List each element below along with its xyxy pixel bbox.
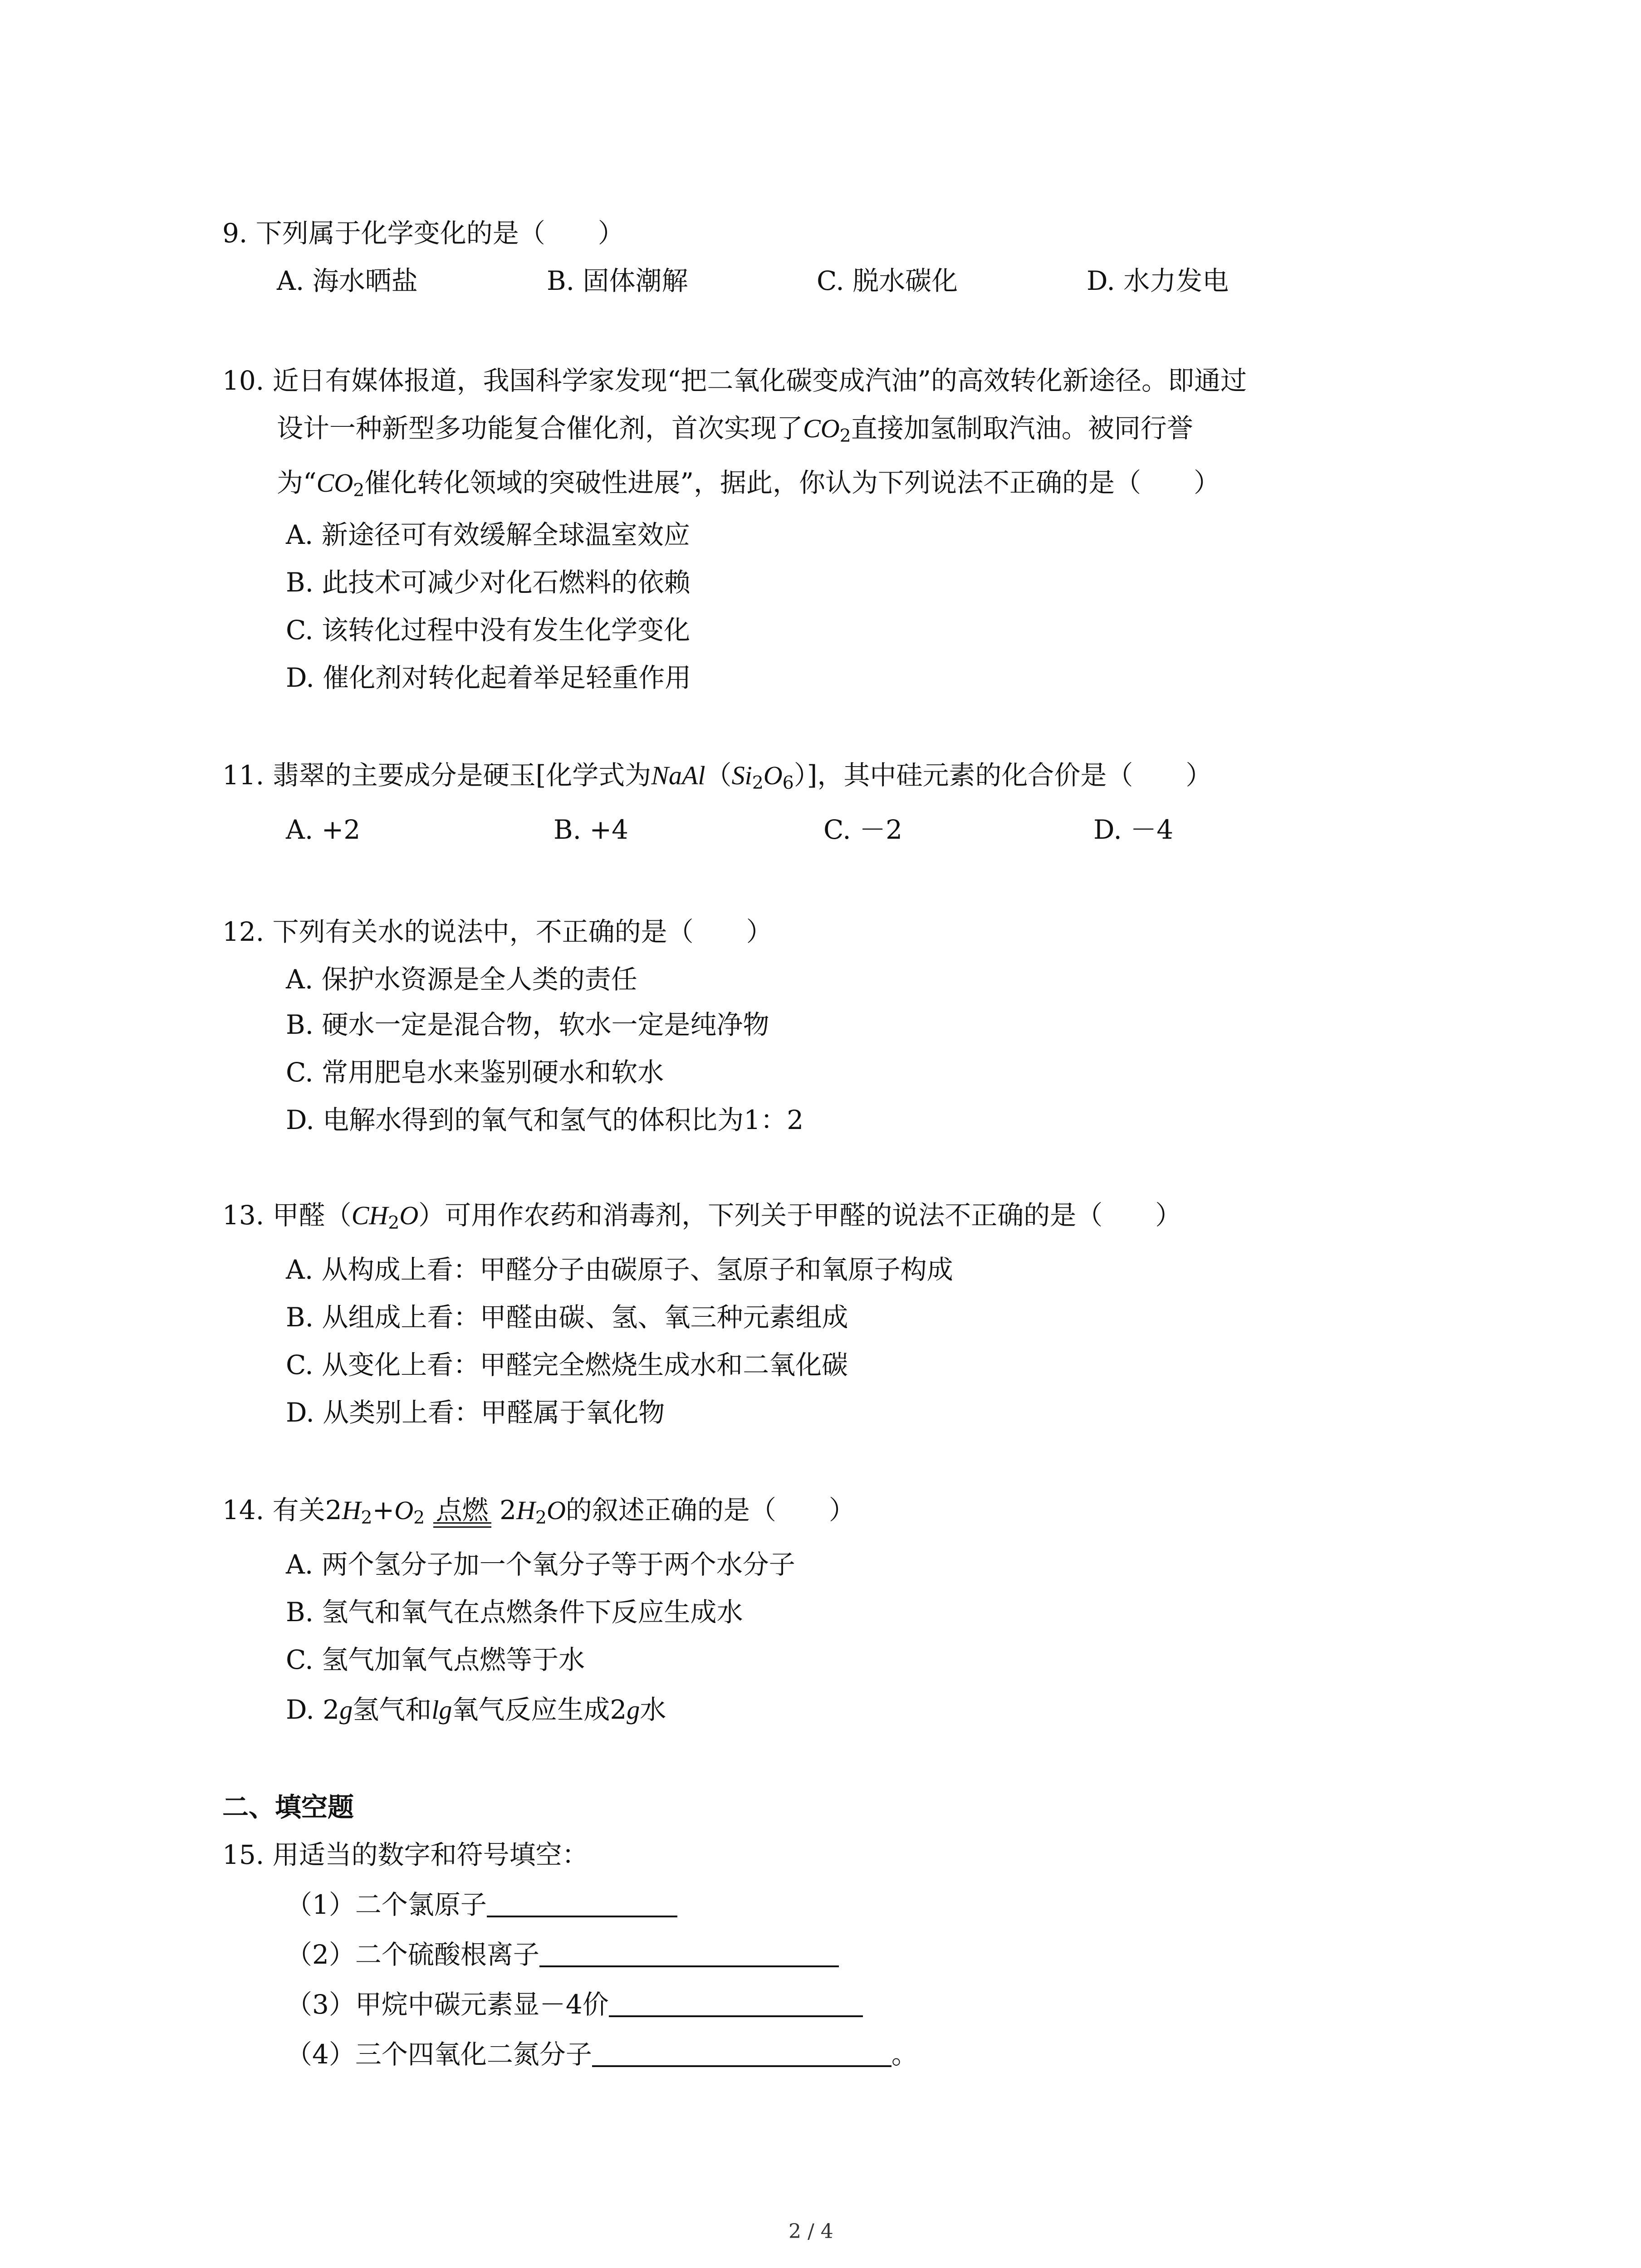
q10-line3-sub: 2 <box>353 479 365 501</box>
q14-plus: + <box>372 1495 395 1525</box>
q11-option-c: C. －2 <box>823 814 903 845</box>
q14-optd-lg: lg <box>431 1695 452 1725</box>
q11-option-b: B. +4 <box>554 814 628 845</box>
q14-coef1: 2 <box>325 1495 342 1525</box>
q13-option-b: B. 从组成上看：甲醛由碳、氢、氧三种元素组成 <box>286 1302 848 1333</box>
q12-option-b: B. 硬水一定是混合物，软水一定是纯净物 <box>286 1009 769 1040</box>
q15-item-2 <box>286 1941 839 1968</box>
q14-optd-text-d: 水 <box>640 1694 666 1725</box>
q13-stem <box>222 1200 1182 1233</box>
q15-item-3-label: （3）甲烷中碳元素显－4价 <box>286 1989 609 2020</box>
q10-option-c: C. 该转化过程中没有发生化学变化 <box>286 615 691 645</box>
section-title-fill-in: 二、填空题 <box>222 1792 354 1823</box>
q11-stem <box>222 760 1212 793</box>
q15-answer-blank-2[interactable] <box>539 1945 839 1967</box>
q12-option-d: D. 电解水得到的氧气和氢气的体积比为1：2 <box>286 1105 804 1135</box>
q14-option-c: C. 氢气加氧气点燃等于水 <box>286 1644 585 1675</box>
q10-option-b: B. 此技术可减少对化石燃料的依赖 <box>286 567 691 598</box>
q14-text-b: 的叙述正确的是（ ） <box>565 1495 855 1525</box>
q14-stem <box>222 1495 855 1528</box>
q9-stem: 9. 下列属于化学变化的是（ ） <box>222 218 624 249</box>
q15-answer-blank-3[interactable] <box>609 1994 863 2017</box>
q15-stem: 15. 用适当的数字和符号填空： <box>222 1839 588 1870</box>
q14-optd-g1: g <box>339 1695 353 1725</box>
q10-line3-text-a: 为“ <box>277 467 317 498</box>
q11-option-a: A. +2 <box>286 814 361 845</box>
q11-sub-o: 6 <box>782 772 794 793</box>
q15-answer-blank-1[interactable] <box>487 1895 677 1917</box>
page-number: 2 / 4 <box>789 2220 833 2243</box>
q10-line3-text-b: 催化转化领域的突破性进展”，据此，你认为下列说法不正确的是（ ） <box>364 467 1220 498</box>
q14-optd-text-a: D. 2 <box>286 1694 340 1725</box>
q10-option-d: D. 催化剂对转化起着举足轻重作用 <box>286 662 691 693</box>
q15-item-4-label: （4）三个四氧化二氮分子 <box>286 2039 592 2070</box>
q13-option-a: A. 从构成上看：甲醛分子由碳原子、氢原子和氧原子构成 <box>286 1254 953 1285</box>
q15-answer-blank-4[interactable] <box>592 2044 892 2067</box>
q11-paren-open: （ <box>705 760 732 791</box>
q14-text-a: 14. 有关 <box>222 1495 325 1525</box>
q14-h: H <box>342 1496 361 1525</box>
q14-h2-sub: 2 <box>535 1507 547 1528</box>
q10-stem-line1: 10. 近日有媒体报道，我国科学家发现“把二氧化碳变成汽油”的高效转化新途径。即通过 <box>222 365 1247 396</box>
q14-o2: O <box>546 1496 566 1525</box>
q13-option-d: D. 从类别上看：甲醛属于氧化物 <box>286 1397 665 1428</box>
q12-stem: 12. 下列有关水的说法中，不正确的是（ ） <box>222 916 773 947</box>
q14-h2: H <box>516 1496 535 1525</box>
q10-line2-text-b: 直接加氢制取汽油。被同行誉 <box>851 413 1193 444</box>
q13-text-b: ）可用作农药和消毒剂，下列关于甲醛的说法不正确的是（ ） <box>418 1200 1182 1231</box>
q15-item-1 <box>286 1889 677 1920</box>
q15-item-1-label: （1）二个氯原子 <box>286 1889 487 1920</box>
q9-option-c: C. 脱水碳化 <box>817 265 958 296</box>
q14-optd-g2: g <box>627 1695 640 1725</box>
q13-formula-ch: CH <box>351 1201 388 1230</box>
q12-option-c: C. 常用肥皂水来鉴别硬水和软水 <box>286 1057 664 1088</box>
q14-optd-text-b: 氢气和 <box>353 1694 432 1725</box>
q14-h-sub: 2 <box>361 1507 372 1528</box>
q14-optd-text-c: 氧气反应生成2 <box>452 1694 627 1725</box>
q14-coef2: 2 <box>500 1495 516 1525</box>
q15-item-3 <box>286 1991 863 2018</box>
q11-text-b: ）]，其中硅元素的化合价是（ ） <box>794 760 1212 791</box>
q10-stem-line2 <box>277 413 1193 446</box>
q15-item-2-label: （2）二个硫酸根离子 <box>286 1939 539 1970</box>
q10-line2-formula: CO <box>803 414 840 443</box>
q11-text-a: 11. 翡翠的主要成分是硬玉[化学式为 <box>222 760 652 791</box>
q13-formula-o: O <box>399 1201 419 1230</box>
q10-line3-formula: CO <box>316 468 353 498</box>
q9-option-b: B. 固体潮解 <box>547 265 688 296</box>
q9-option-d: D. 水力发电 <box>1087 265 1229 296</box>
q14-condition-ignite: 点燃 <box>433 1497 491 1523</box>
q10-line2-sub: 2 <box>839 425 851 446</box>
q9-option-a: A. 海水晒盐 <box>277 265 418 296</box>
q10-stem-line3 <box>277 467 1220 501</box>
q11-formula-o: O <box>763 761 783 790</box>
q11-formula-naal: NaAl <box>651 761 705 790</box>
q14-option-d <box>286 1696 666 1723</box>
q14-o-sub: 2 <box>413 1507 425 1528</box>
q11-sub-si: 2 <box>752 772 764 793</box>
q13-text-a: 13. 甲醛（ <box>222 1200 352 1231</box>
q14-o: O <box>394 1496 414 1525</box>
q10-option-a: A. 新途径可有效缓解全球温室效应 <box>286 519 690 550</box>
q14-option-a: A. 两个氢分子加一个氧分子等于两个水分子 <box>286 1549 795 1580</box>
q11-option-d: D. －4 <box>1093 814 1174 845</box>
q12-option-a: A. 保护水资源是全人类的责任 <box>286 964 637 995</box>
q14-option-b: B. 氢气和氧气在点燃条件下反应生成水 <box>286 1597 743 1628</box>
q13-option-c: C. 从变化上看：甲醛完全燃烧生成水和二氧化碳 <box>286 1349 848 1380</box>
q13-sub: 2 <box>388 1212 400 1233</box>
q11-formula-si: Si <box>731 761 752 790</box>
q15-end-mark: 。 <box>891 2039 918 2070</box>
q15-item-4 <box>286 2041 918 2068</box>
q10-line2-text-a: 设计一种新型多功能复合催化剂，首次实现了 <box>277 413 803 444</box>
